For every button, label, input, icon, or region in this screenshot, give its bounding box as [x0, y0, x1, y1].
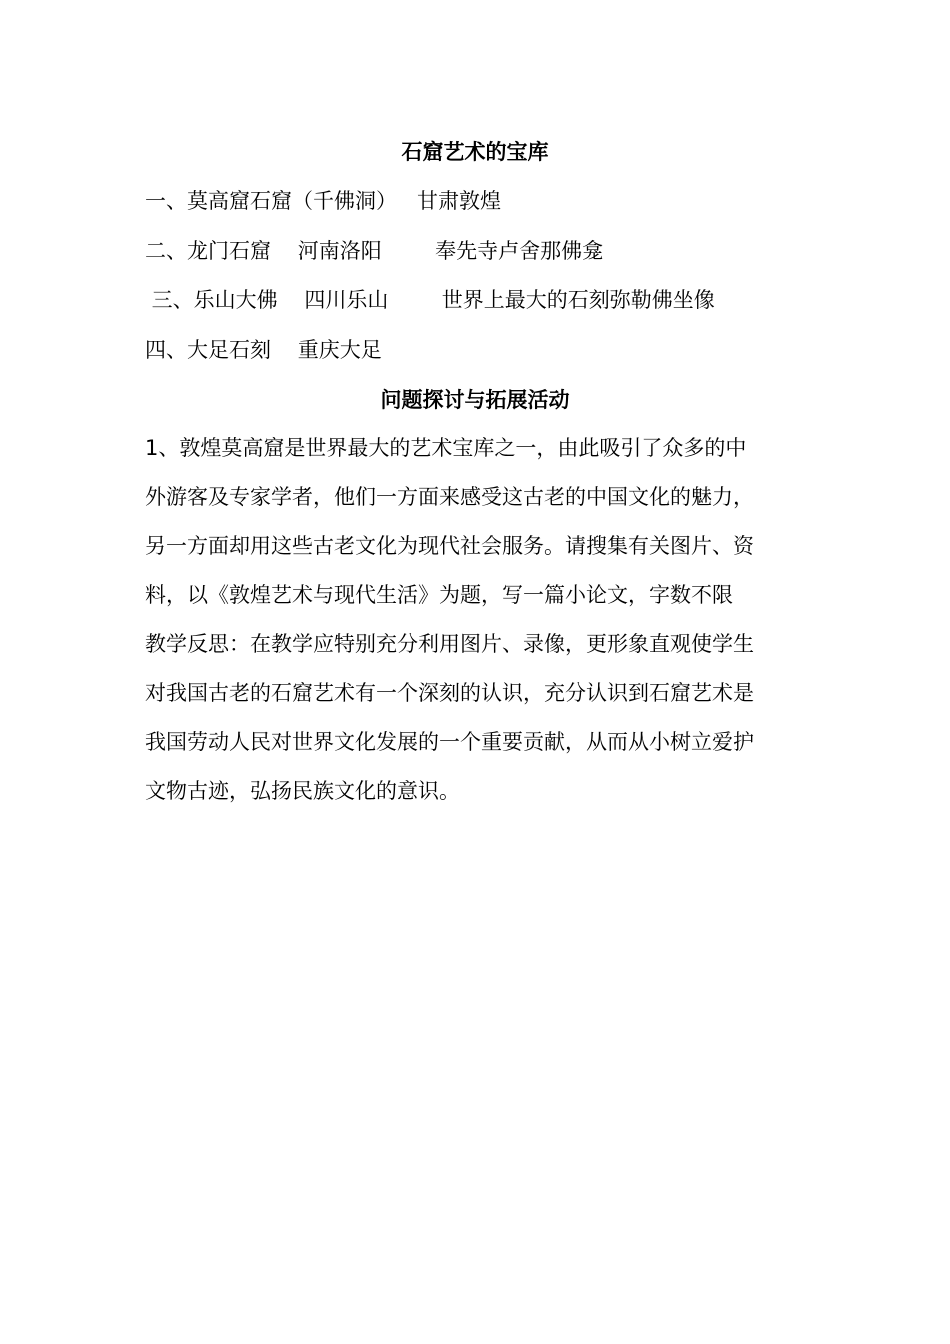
list-item-mogao: 一、莫高窟石窟（千佛洞） 甘肃敦煌	[145, 189, 502, 213]
paragraph-line: 1、敦煌莫高窟是世界最大的艺术宝库之一，由此吸引了众多的中	[145, 436, 747, 460]
paragraph-line: 另一方面却用这些古老文化为现代社会服务。请搜集有关图片、资	[145, 534, 754, 558]
paragraph-line: 文物古迹，弘扬民族文化的意识。	[145, 779, 460, 803]
discussion-paragraph	[145, 433, 825, 825]
paragraph-line: 料，以《敦煌艺术与现代生活》为题，写一篇小论文，字数不限	[145, 583, 733, 607]
list-item-longmen: 二、龙门石窟 河南洛阳 奉先寺卢舍那佛龛	[145, 239, 604, 263]
section-title-grotto-art: 石窟艺术的宝库	[401, 140, 549, 164]
section-title-discussion: 问题探讨与拓展活动	[380, 388, 570, 412]
list-item-dazu: 四、大足石刻 重庆大足	[145, 338, 382, 362]
paragraph-line: 教学反思：在教学应特别充分利用图片、录像，更形象直观使学生	[145, 632, 754, 656]
list-item-leshan: 三、乐山大佛 四川乐山 世界上最大的石刻弥勒佛坐像	[145, 288, 715, 312]
paragraph-line: 我国劳动人民对世界文化发展的一个重要贡献，从而从小树立爱护	[145, 730, 754, 754]
paragraph-line: 对我国古老的石窟艺术有一个深刻的认识，充分认识到石窟艺术是	[145, 681, 754, 705]
paragraph-line: 外游客及专家学者，他们一方面来感受这古老的中国文化的魅力，	[145, 485, 754, 509]
